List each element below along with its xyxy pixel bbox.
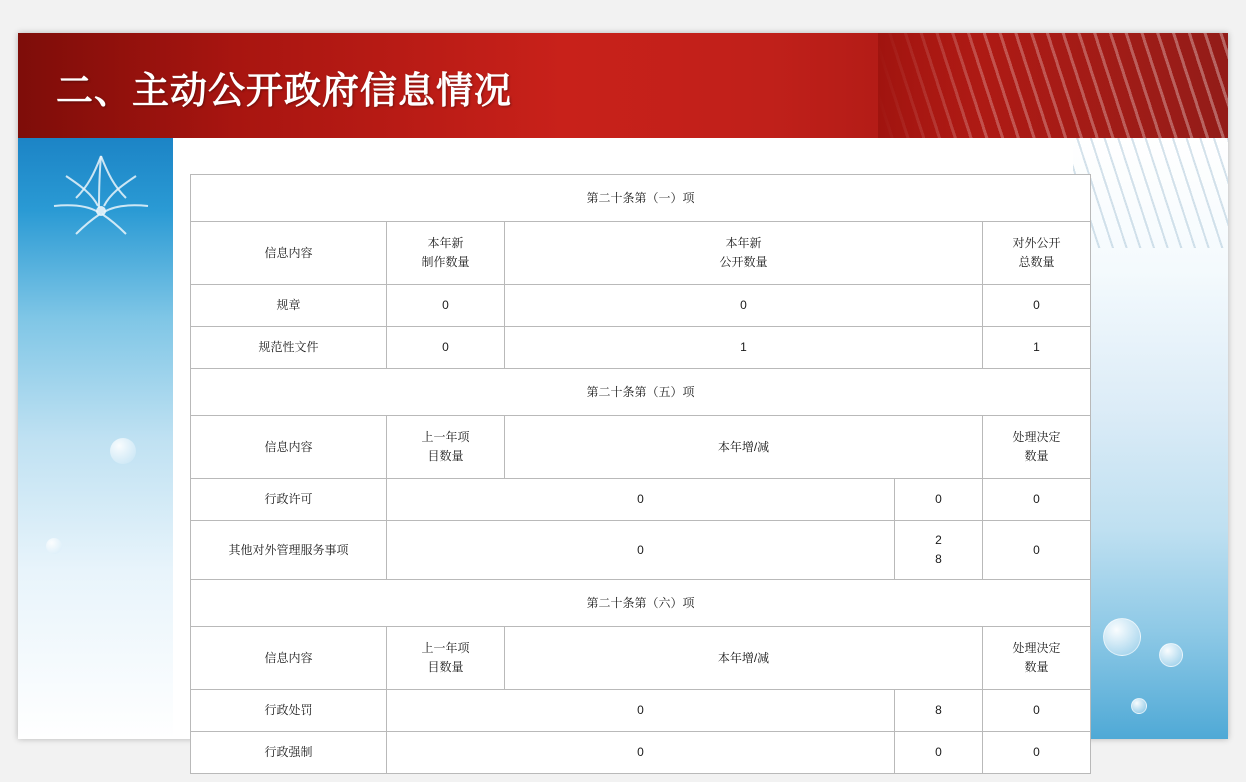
banner-gradient-overlay [878, 33, 1228, 138]
table-row [191, 690, 1091, 732]
cell-value: 0 [387, 285, 505, 327]
column-header-last-year: 上一年项 目数量 [387, 416, 505, 479]
cell-value: 0 [387, 690, 895, 732]
cell-value: 0 [387, 732, 895, 774]
left-decoration-image [18, 138, 173, 739]
cell-value: 1 [505, 327, 983, 369]
cell-value: 8 [895, 690, 983, 732]
cell-value: 0 [387, 327, 505, 369]
table-section-header-row [191, 580, 1091, 627]
cell-value: 2 8 [895, 521, 983, 580]
table-row [191, 327, 1091, 369]
bubble-decoration [1131, 698, 1147, 714]
bubble-decoration [1159, 643, 1183, 667]
row-label: 行政许可 [191, 479, 387, 521]
table-row [191, 521, 1091, 580]
cell-value: 0 [895, 732, 983, 774]
table-row [191, 732, 1091, 774]
column-header-last-year: 上一年项 目数量 [387, 627, 505, 690]
table-header-row [191, 416, 1091, 479]
cell-value: 0 [983, 479, 1091, 521]
cell-value: 0 [983, 732, 1091, 774]
table-section-header-row [191, 175, 1091, 222]
bubble-decoration [1103, 618, 1141, 656]
right-stripes-decoration [1073, 138, 1228, 248]
cell-value: 0 [983, 521, 1091, 580]
slide [18, 33, 1228, 760]
row-label: 其他对外管理服务事项 [191, 521, 387, 580]
table-row [191, 479, 1091, 521]
cell-value: 0 [983, 285, 1091, 327]
flower-icon [36, 146, 166, 251]
column-header-total-public: 对外公开 总数量 [983, 222, 1091, 285]
column-header-new-made: 本年新 制作数量 [387, 222, 505, 285]
row-label: 行政处罚 [191, 690, 387, 732]
section-title: 第二十条第（五）项 [191, 369, 1091, 416]
cell-value: 0 [387, 521, 895, 580]
cell-value: 0 [983, 690, 1091, 732]
cell-value: 0 [505, 285, 983, 327]
column-header-year-change: 本年增/减 [505, 416, 983, 479]
row-label: 行政强制 [191, 732, 387, 774]
column-header-content: 信息内容 [191, 627, 387, 690]
page-title: 二、主动公开政府信息情况 [56, 70, 512, 111]
cell-value: 1 [983, 327, 1091, 369]
column-header-content: 信息内容 [191, 416, 387, 479]
bubble-decoration [110, 438, 136, 464]
cell-value: 0 [895, 479, 983, 521]
column-header-year-change: 本年增/减 [505, 627, 983, 690]
table-header-row [191, 222, 1091, 285]
section-title: 第二十条第（一）项 [191, 175, 1091, 222]
column-header-decision-count: 处理决定 数量 [983, 416, 1091, 479]
slide-title-banner [18, 33, 1228, 138]
section-title: 第二十条第（六）项 [191, 580, 1091, 627]
column-header-content: 信息内容 [191, 222, 387, 285]
table-row [191, 285, 1091, 327]
right-decoration-image [1073, 138, 1228, 739]
information-disclosure-table [190, 174, 1090, 774]
row-label: 规范性文件 [191, 327, 387, 369]
cell-value: 0 [387, 479, 895, 521]
table-section-header-row [191, 369, 1091, 416]
column-header-new-public: 本年新 公开数量 [505, 222, 983, 285]
row-label: 规章 [191, 285, 387, 327]
bubble-decoration [46, 538, 62, 554]
table-header-row [191, 627, 1091, 690]
column-header-decision-count: 处理决定 数量 [983, 627, 1091, 690]
